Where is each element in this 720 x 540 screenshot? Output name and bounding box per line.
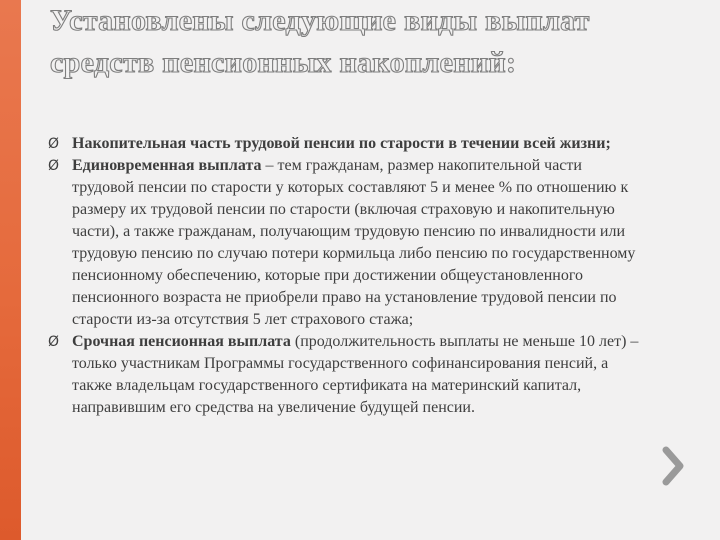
arrow-bullet-icon: Ø [48,136,60,152]
next-slide-button[interactable] [660,446,688,486]
accent-sidebar-bar [0,0,21,540]
arrow-bullet-icon: Ø [48,158,60,174]
chevron-right-icon [660,446,688,486]
bullet-lead-text: Срочная пенсионная выплата [72,333,291,350]
bullet-body-text: – тем гражданам, размер накопительной части трудовой пенсии по старости у которых составляют 5 и менее % по отношению к размеру их трудовой пенсии по старости (включая страховую и накопительную части), а также гражданам, получающим трудовую пенсию по инвалидности или трудовую пенсию по случаю потери кормильца либо пенсию по государственному пенсионному обеспечению, которые при достижении общеустановленного пенсионного возраста не приобрели право на установление трудовой пенсии по старости из-за отсутствия 5 лет страхового стажа; [72,157,636,328]
bullet-item-lump-sum-payment [48,155,648,331]
bullet-item-savings-pension [48,133,648,155]
bullet-list [48,133,648,419]
arrow-bullet-icon: Ø [48,334,60,350]
bullet-item-fixed-term-payment [48,331,648,419]
bullet-body-text: (продолжительность выплаты не меньше 10 лет) – только участникам Программы государственного софинансирования пенсий, а также владельцам государственного сертификата на материнский капитал, направившим его средства на увеличение будущей пенсии. [72,333,639,416]
bullet-lead-text: Накопительная часть трудовой пенсии по старости в течении всей жизни; [72,135,611,152]
slide-title: Установлены следующие виды выплат средств пенсионных накоплений: [50,4,590,79]
bullet-lead-text: Единовременная выплата [72,157,262,174]
